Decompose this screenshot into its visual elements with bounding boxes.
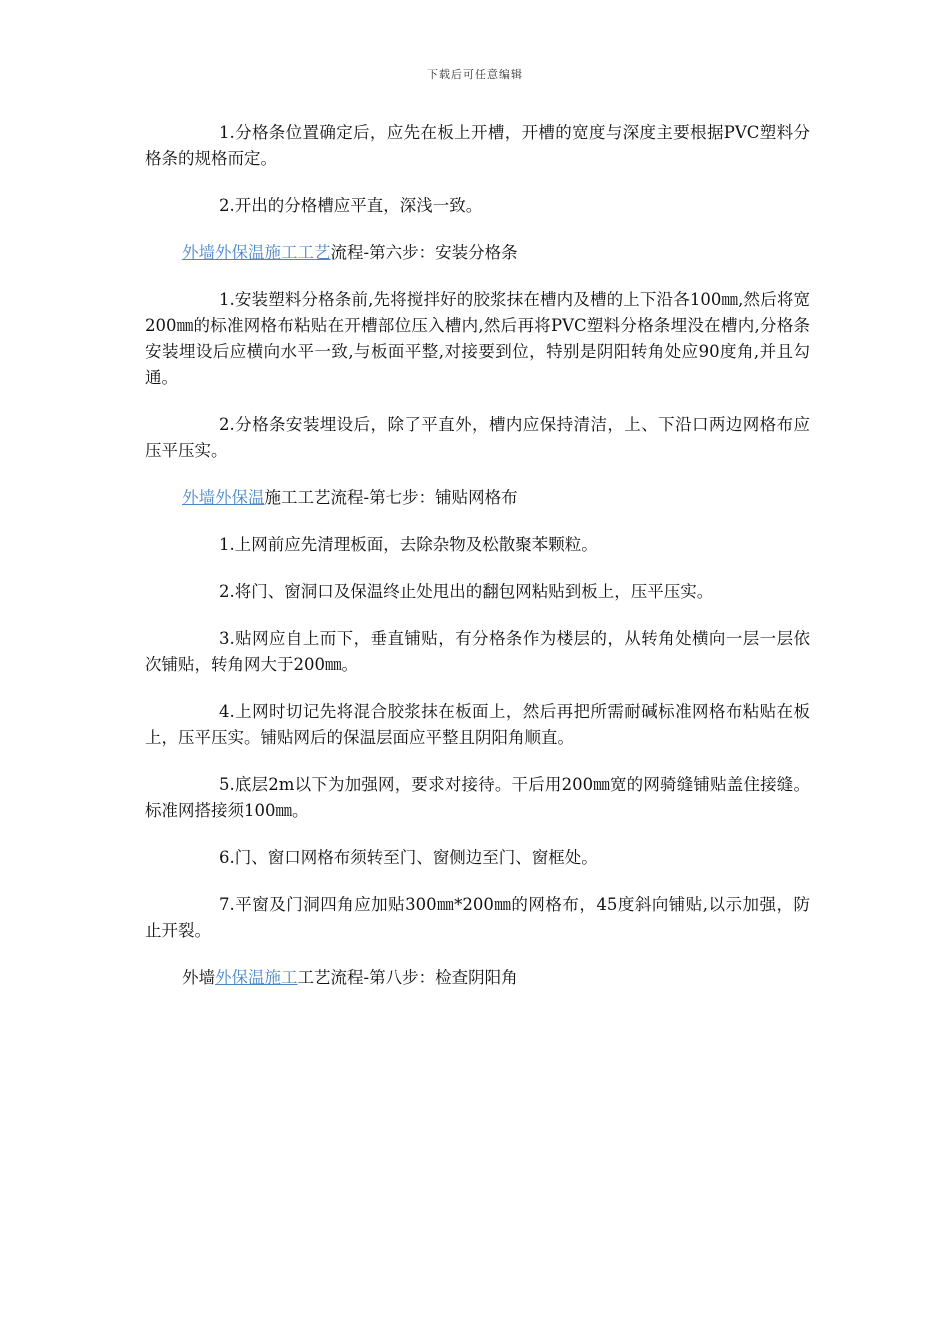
item-number: 3.	[219, 629, 235, 648]
item-text: 上网前应先清理板面，去除杂物及松散聚苯颗粒。	[234, 535, 598, 554]
list-item	[145, 845, 810, 871]
list-item	[145, 699, 810, 751]
list-item	[145, 287, 810, 391]
item-number: 2.	[219, 415, 235, 434]
item-number: 2.	[219, 582, 235, 601]
item-text: 上网时切记先将混合胶浆抹在板面上，然后再把所需耐碱标准网格布粘贴在板上，压平压实。铺贴网后的保温层面应平整且阴阳角顺直。	[145, 702, 810, 747]
item-number: 1.	[219, 123, 235, 142]
item-number: 1.	[219, 290, 235, 309]
step-6-link[interactable]: 外墙外保温施工工艺	[182, 243, 331, 262]
step-7-link[interactable]: 外墙外保温	[182, 488, 265, 507]
item-number: 6.	[219, 848, 235, 867]
list-item	[145, 626, 810, 678]
item-text: 门、窗口网格布须转至门、窗侧边至门、窗框处。	[234, 848, 598, 867]
item-number: 1.	[219, 535, 235, 554]
list-item	[145, 412, 810, 464]
step-6-title: 流程-第六步：安装分格条	[330, 243, 518, 262]
list-item	[145, 532, 810, 558]
step-8-title: 工艺流程-第八步：检查阴阳角	[297, 968, 518, 987]
step-7-title: 施工工艺流程-第七步：铺贴网格布	[264, 488, 518, 507]
item-text: 开出的分格槽应平直，深浅一致。	[234, 196, 483, 215]
step-6-heading	[145, 240, 810, 266]
item-number: 4.	[219, 702, 235, 721]
item-text: 底层2m以下为加强网，要求对接待。干后用200㎜宽的网骑缝铺贴盖住接缝。标准网搭接须100㎜。	[145, 775, 810, 820]
item-text: 将门、窗洞口及保温终止处甩出的翻包网粘贴到板上，压平压实。	[234, 582, 714, 601]
step-8-link[interactable]: 外保温施工	[215, 968, 298, 987]
item-text: 安装塑料分格条前,先将搅拌好的胶浆抹在槽内及槽的上下沿各100㎜,然后将宽200㎜的标准网格布粘贴在开槽部位压入槽内,然后再将PVC塑料分格条埋没在槽内,分格条安装埋设后应横向水平一致,与板面平整,对接要到位，特别是阴阳转角处应90度角,并且勾通。	[145, 290, 810, 387]
list-item	[145, 892, 810, 944]
item-text: 分格条位置确定后，应先在板上开槽，开槽的宽度与深度主要根据PVC塑料分格条的规格而定。	[145, 123, 810, 168]
list-item	[145, 579, 810, 605]
item-number: 5.	[219, 775, 235, 794]
item-text: 分格条安装埋设后，除了平直外，槽内应保持清洁，上、下沿口两边网格布应压平压实。	[145, 415, 810, 460]
document-body	[145, 120, 810, 1012]
item-text: 贴网应自上而下，垂直铺贴，有分格条作为楼层的，从转角处横向一层一层依次铺贴，转角网大于200㎜。	[145, 629, 810, 674]
page-header: 下载后可任意编辑	[427, 68, 523, 81]
step-7-heading	[145, 485, 810, 511]
list-item	[145, 193, 810, 219]
list-item	[145, 772, 810, 824]
item-number: 7.	[219, 895, 235, 914]
item-text: 平窗及门洞四角应加贴300㎜*200㎜的网格布，45度斜向铺贴,以示加强，防止开裂。	[145, 895, 810, 940]
step-8-heading	[145, 965, 810, 991]
list-item	[145, 120, 810, 172]
step-8-prefix: 外墙	[182, 968, 215, 987]
item-number: 2.	[219, 196, 235, 215]
